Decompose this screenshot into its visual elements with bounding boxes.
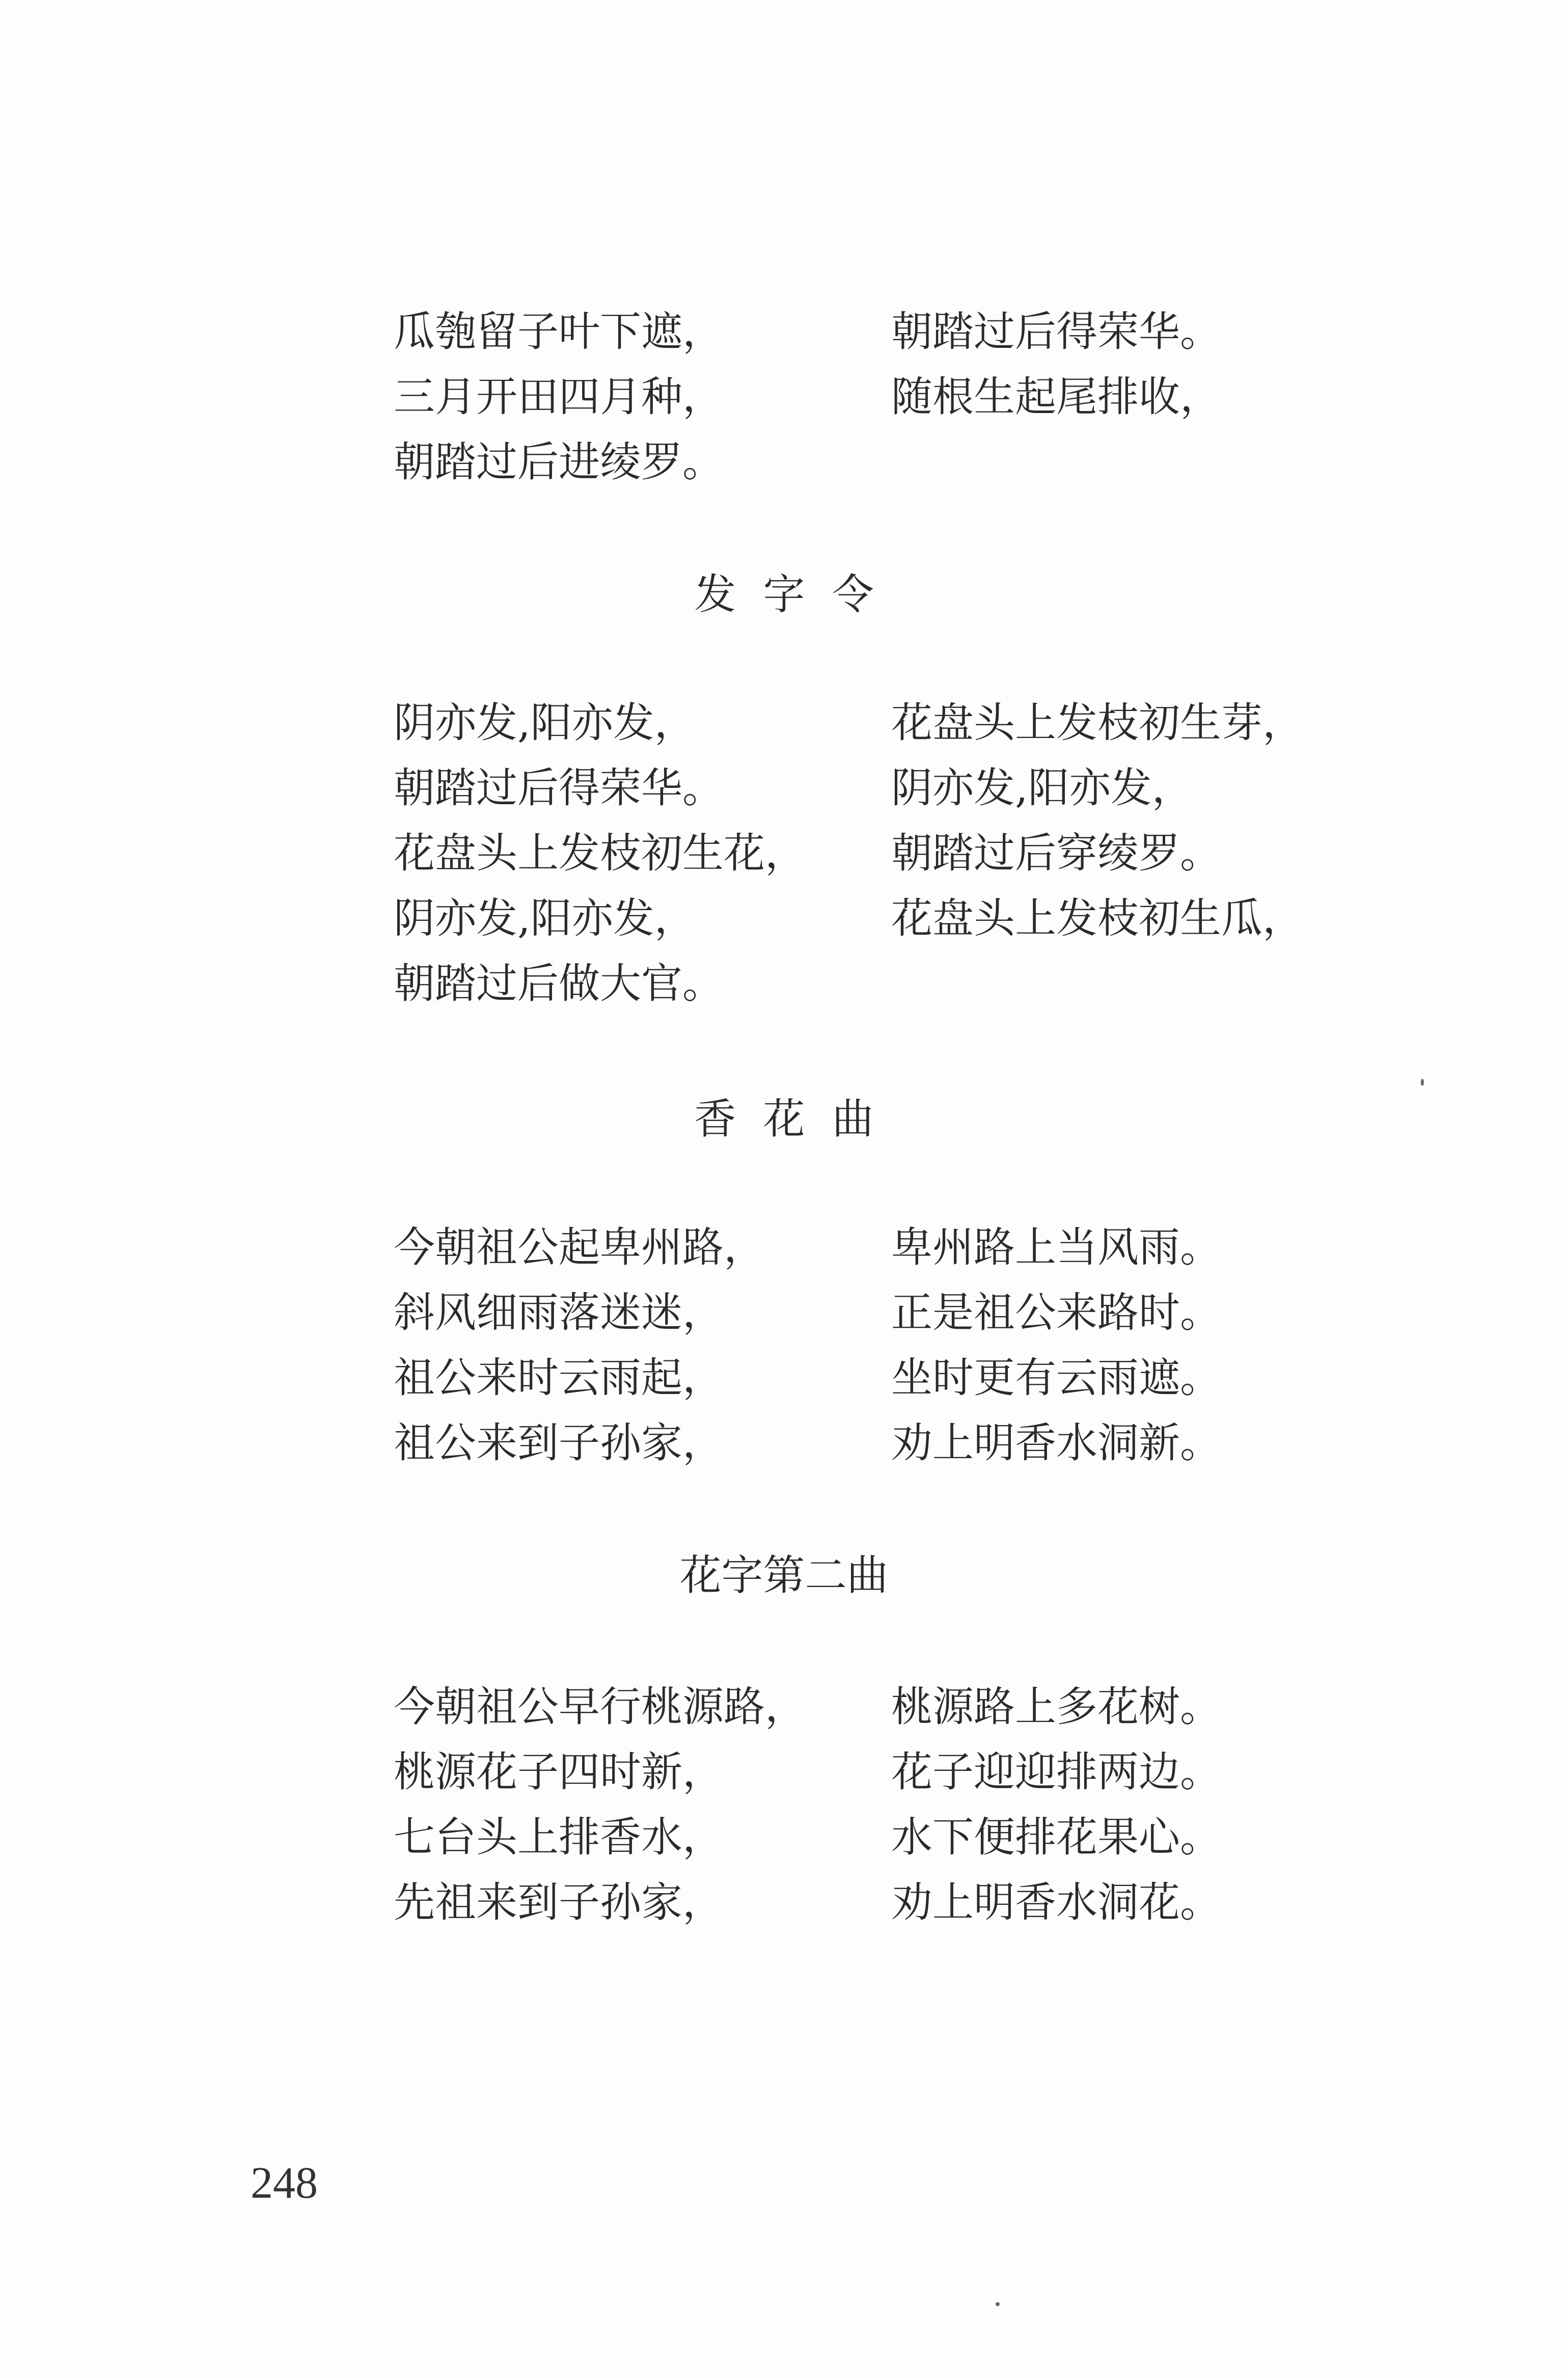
- verse-line: 坐时更有云雨遮。: [891, 1354, 1222, 1402]
- verse-line: 阴亦发,阳亦发，: [891, 764, 1193, 812]
- verse-line: 朝踏过后穿绫罗。: [891, 830, 1222, 878]
- verse-right-column-2: [891, 691, 1304, 951]
- verse-line: 朝踏过后做大官。: [394, 960, 724, 1008]
- verse-right-column-1: [891, 299, 1221, 430]
- verse-line: 桃源花子四时新，: [394, 1748, 724, 1796]
- verse-line: 水下便排花果心。: [891, 1814, 1222, 1862]
- verse-line: 今朝祖公起卑州路，: [394, 1224, 765, 1272]
- verse-line: 桃源路上多花树。: [891, 1683, 1222, 1731]
- verse-line: 花盘头上发枝初生花，: [394, 830, 807, 878]
- verse-line: 阴亦发,阳亦发，: [394, 699, 696, 747]
- verse-line: 花子迎迎排两边。: [891, 1748, 1222, 1796]
- section-title-xianghua-qu: 香花曲: [694, 1095, 901, 1143]
- verse-line: 卑州路上当风雨。: [891, 1224, 1222, 1272]
- verse-line: 祖公来到子孙家，: [394, 1419, 724, 1467]
- verse-line: 正是祖公来路时。: [891, 1289, 1222, 1337]
- page-number: 248: [251, 2158, 318, 2208]
- verse-left-column-2: [394, 691, 806, 1017]
- verse-line: 随根生起尾排收，: [891, 373, 1222, 421]
- verse-line: 朝踏过后得荣华。: [891, 308, 1222, 356]
- section-title-fazi-ling: 发字令: [694, 570, 901, 619]
- verse-line: 今朝祖公早行桃源路，: [394, 1683, 807, 1731]
- verse-line: 斜风细雨落迷迷，: [394, 1289, 724, 1337]
- scan-speck: [996, 2302, 1000, 2306]
- section-title-huazi-dierqu: 花字第二曲: [679, 1551, 889, 1600]
- verse-right-column-3: [891, 1215, 1221, 1476]
- verse-line: 劝上明香水洞花。: [891, 1879, 1222, 1927]
- verse-line: 阴亦发,阳亦发，: [394, 895, 696, 943]
- verse-line: 花盘头上发枝初生瓜，: [891, 895, 1304, 943]
- verse-line: 朝踏过后得荣华。: [394, 764, 724, 812]
- verse-line: 瓜匏留子叶下遮，: [394, 308, 724, 356]
- verse-line: 祖公来时云雨起，: [394, 1354, 724, 1402]
- verse-line: 花盘头上发枝初生芽，: [891, 699, 1304, 747]
- verse-line: 三月开田四月种，: [394, 373, 724, 421]
- verse-line: 先祖来到子孙家，: [394, 1879, 724, 1927]
- verse-line: 七台头上排香水，: [394, 1814, 724, 1862]
- verse-left-column-3: [394, 1215, 765, 1476]
- verse-line: 朝踏过后进绫罗。: [394, 439, 724, 486]
- scan-speck: [1421, 1079, 1424, 1086]
- verse-right-column-4: [891, 1675, 1221, 1935]
- verse-line: 劝上明香水洞新。: [891, 1419, 1222, 1467]
- verse-left-column-4: [394, 1675, 806, 1935]
- verse-left-column-1: [394, 299, 724, 495]
